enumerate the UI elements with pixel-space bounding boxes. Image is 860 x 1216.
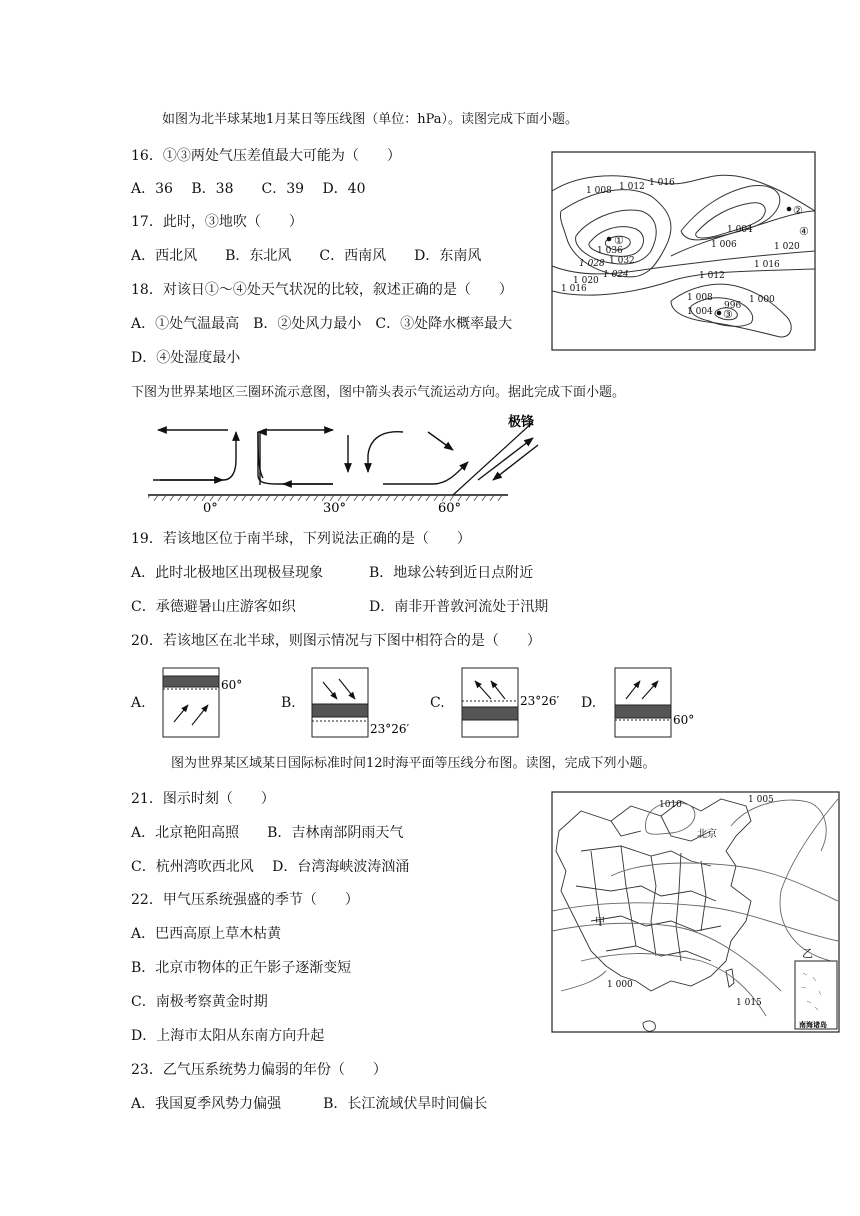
china-isobar-map: [551, 791, 840, 1033]
option-c-latitude: 23°26′: [520, 694, 560, 708]
isobar-label: 1 008: [586, 186, 612, 196]
question-22-stem: 22．甲气压系统强盛的季节（ ）: [131, 892, 359, 908]
marker-3: ③: [723, 308, 733, 321]
question-20-option-d-label: D.: [581, 695, 597, 711]
question-20-stem: 20．若该地区在北半球，则图示情况与下图中相符合的是（ ）: [131, 633, 541, 649]
isobar-1015-label: 1 015: [736, 998, 762, 1008]
intro-sea-level-pressure: 图为世界某区域某日国际标准时间12时海平面等压线分布图。读图，完成下列小题。: [171, 756, 656, 771]
isobar-label: 1 028: [579, 259, 605, 269]
latitude-0-label: 0°: [203, 501, 218, 516]
question-21-options-ab: A．北京艳阳高照 B．吉林南部阴雨天气: [131, 825, 404, 841]
option-b-latitude: 23°26′: [370, 722, 410, 736]
isobar-label: 1 012: [619, 182, 645, 192]
option-d-latitude: 60°: [673, 713, 695, 727]
circulation-diagram: [148, 410, 548, 520]
question-22-option-a: A．巴西高原上草木枯黄: [131, 926, 282, 942]
question-19-option-a: A．此时北极地区出现极昼现象: [131, 565, 324, 581]
question-20-option-b-label: B.: [281, 695, 296, 711]
isobar-label: 1 016: [561, 284, 587, 294]
isobar-label: 1 016: [754, 260, 780, 270]
question-20-option-a-label: A.: [131, 695, 146, 711]
yi-label: 乙: [802, 947, 813, 960]
question-18-stem: 18．对该日①～④处天气状况的比较，叙述正确的是（ ）: [131, 282, 513, 298]
question-16-stem: 16．①③两处气压差值最大可能为（ ）: [131, 148, 401, 164]
question-23-options-ab: A．我国夏季风势力偏强 B．长江流域伏旱时间偏长: [131, 1096, 488, 1112]
isobar-label: 1 032: [609, 256, 635, 266]
inset-label: 南海诸岛: [799, 1020, 827, 1029]
latitude-30-label: 30°: [323, 501, 347, 516]
isobar-1010-label: 1010: [659, 800, 682, 810]
question-23-stem: 23．乙气压系统势力偏弱的年份（ ）: [131, 1062, 387, 1078]
question-19-option-d: D．南非开普敦河流处于汛期: [369, 599, 549, 615]
question-21-stem: 21．图示时刻（ ）: [131, 791, 275, 807]
question-17-stem: 17．此时，③地吹（ ）: [131, 214, 303, 230]
isobar-label: 1 016: [649, 178, 675, 188]
question-22-option-b: B．北京市物体的正午影子逐渐变短: [131, 960, 352, 976]
isobar-label: 1 012: [699, 271, 725, 281]
polar-front-label: 极锋: [508, 415, 535, 430]
isobar-label: 1 004: [727, 225, 753, 235]
marker-1: ①: [614, 234, 624, 247]
intro-isobar-map: 如图为北半球某地1月某日等压线图（单位：hPa）。读图完成下面小题。: [162, 112, 579, 127]
marker-4: ④: [799, 225, 809, 238]
marker-2: ②: [793, 204, 803, 217]
isobar-label: 996: [724, 301, 742, 311]
isobar-1000-label: 1 000: [607, 980, 633, 990]
question-17-options: A．西北风 B．东北风 C．西南风 D．东南风: [131, 248, 482, 264]
beijing-label: 北京: [697, 829, 717, 840]
isobar-label: 1 020: [573, 276, 599, 286]
isobar-label: 1 036: [597, 246, 623, 256]
option-a-latitude: 60°: [221, 678, 243, 692]
option-b-diagram: [311, 667, 431, 739]
question-19-option-c: C．承德避暑山庄游客如织: [131, 599, 296, 615]
jia-label: 甲: [595, 917, 605, 928]
isobar-label: 1 000: [749, 295, 775, 305]
question-21-options-cd: C．杭州湾吹西北风 D．台湾海峡波涛汹涌: [131, 859, 410, 875]
option-c-diagram: [461, 667, 581, 739]
isobar-map-figure: [551, 151, 816, 351]
question-16-options: A．36 B．38 C．39 D．40: [131, 181, 366, 197]
question-20-option-c-label: C.: [430, 695, 445, 711]
isobar-label: 1 008: [687, 293, 713, 303]
intro-circulation: 下图为世界某地区三圈环流示意图，图中箭头表示气流运动方向。据此完成下面小题。: [131, 385, 626, 400]
option-d-diagram: [614, 667, 714, 739]
isobar-label: 1 020: [774, 242, 800, 252]
question-19-option-b: B．地球公转到近日点附近: [369, 565, 534, 581]
question-22-option-c: C．南极考察黄金时期: [131, 994, 268, 1010]
isobar-1005-label: 1 005: [748, 795, 774, 805]
latitude-60-label: 60°: [438, 501, 462, 516]
isobar-label: 1 024: [603, 270, 629, 280]
isobar-label: 1 006: [711, 240, 737, 250]
option-a-diagram: [162, 667, 252, 739]
question-19-stem: 19．若该地区位于南半球，下列说法正确的是（ ）: [131, 531, 471, 547]
isobar-label: 1 004: [687, 307, 713, 317]
question-18-option-d: D．④处湿度最小: [131, 350, 241, 366]
question-22-option-d: D．上海市太阳从东南方向升起: [131, 1028, 325, 1044]
question-18-options: A．①处气温最高 B．②处风力最小 C．③处降水概率最大: [131, 316, 513, 332]
